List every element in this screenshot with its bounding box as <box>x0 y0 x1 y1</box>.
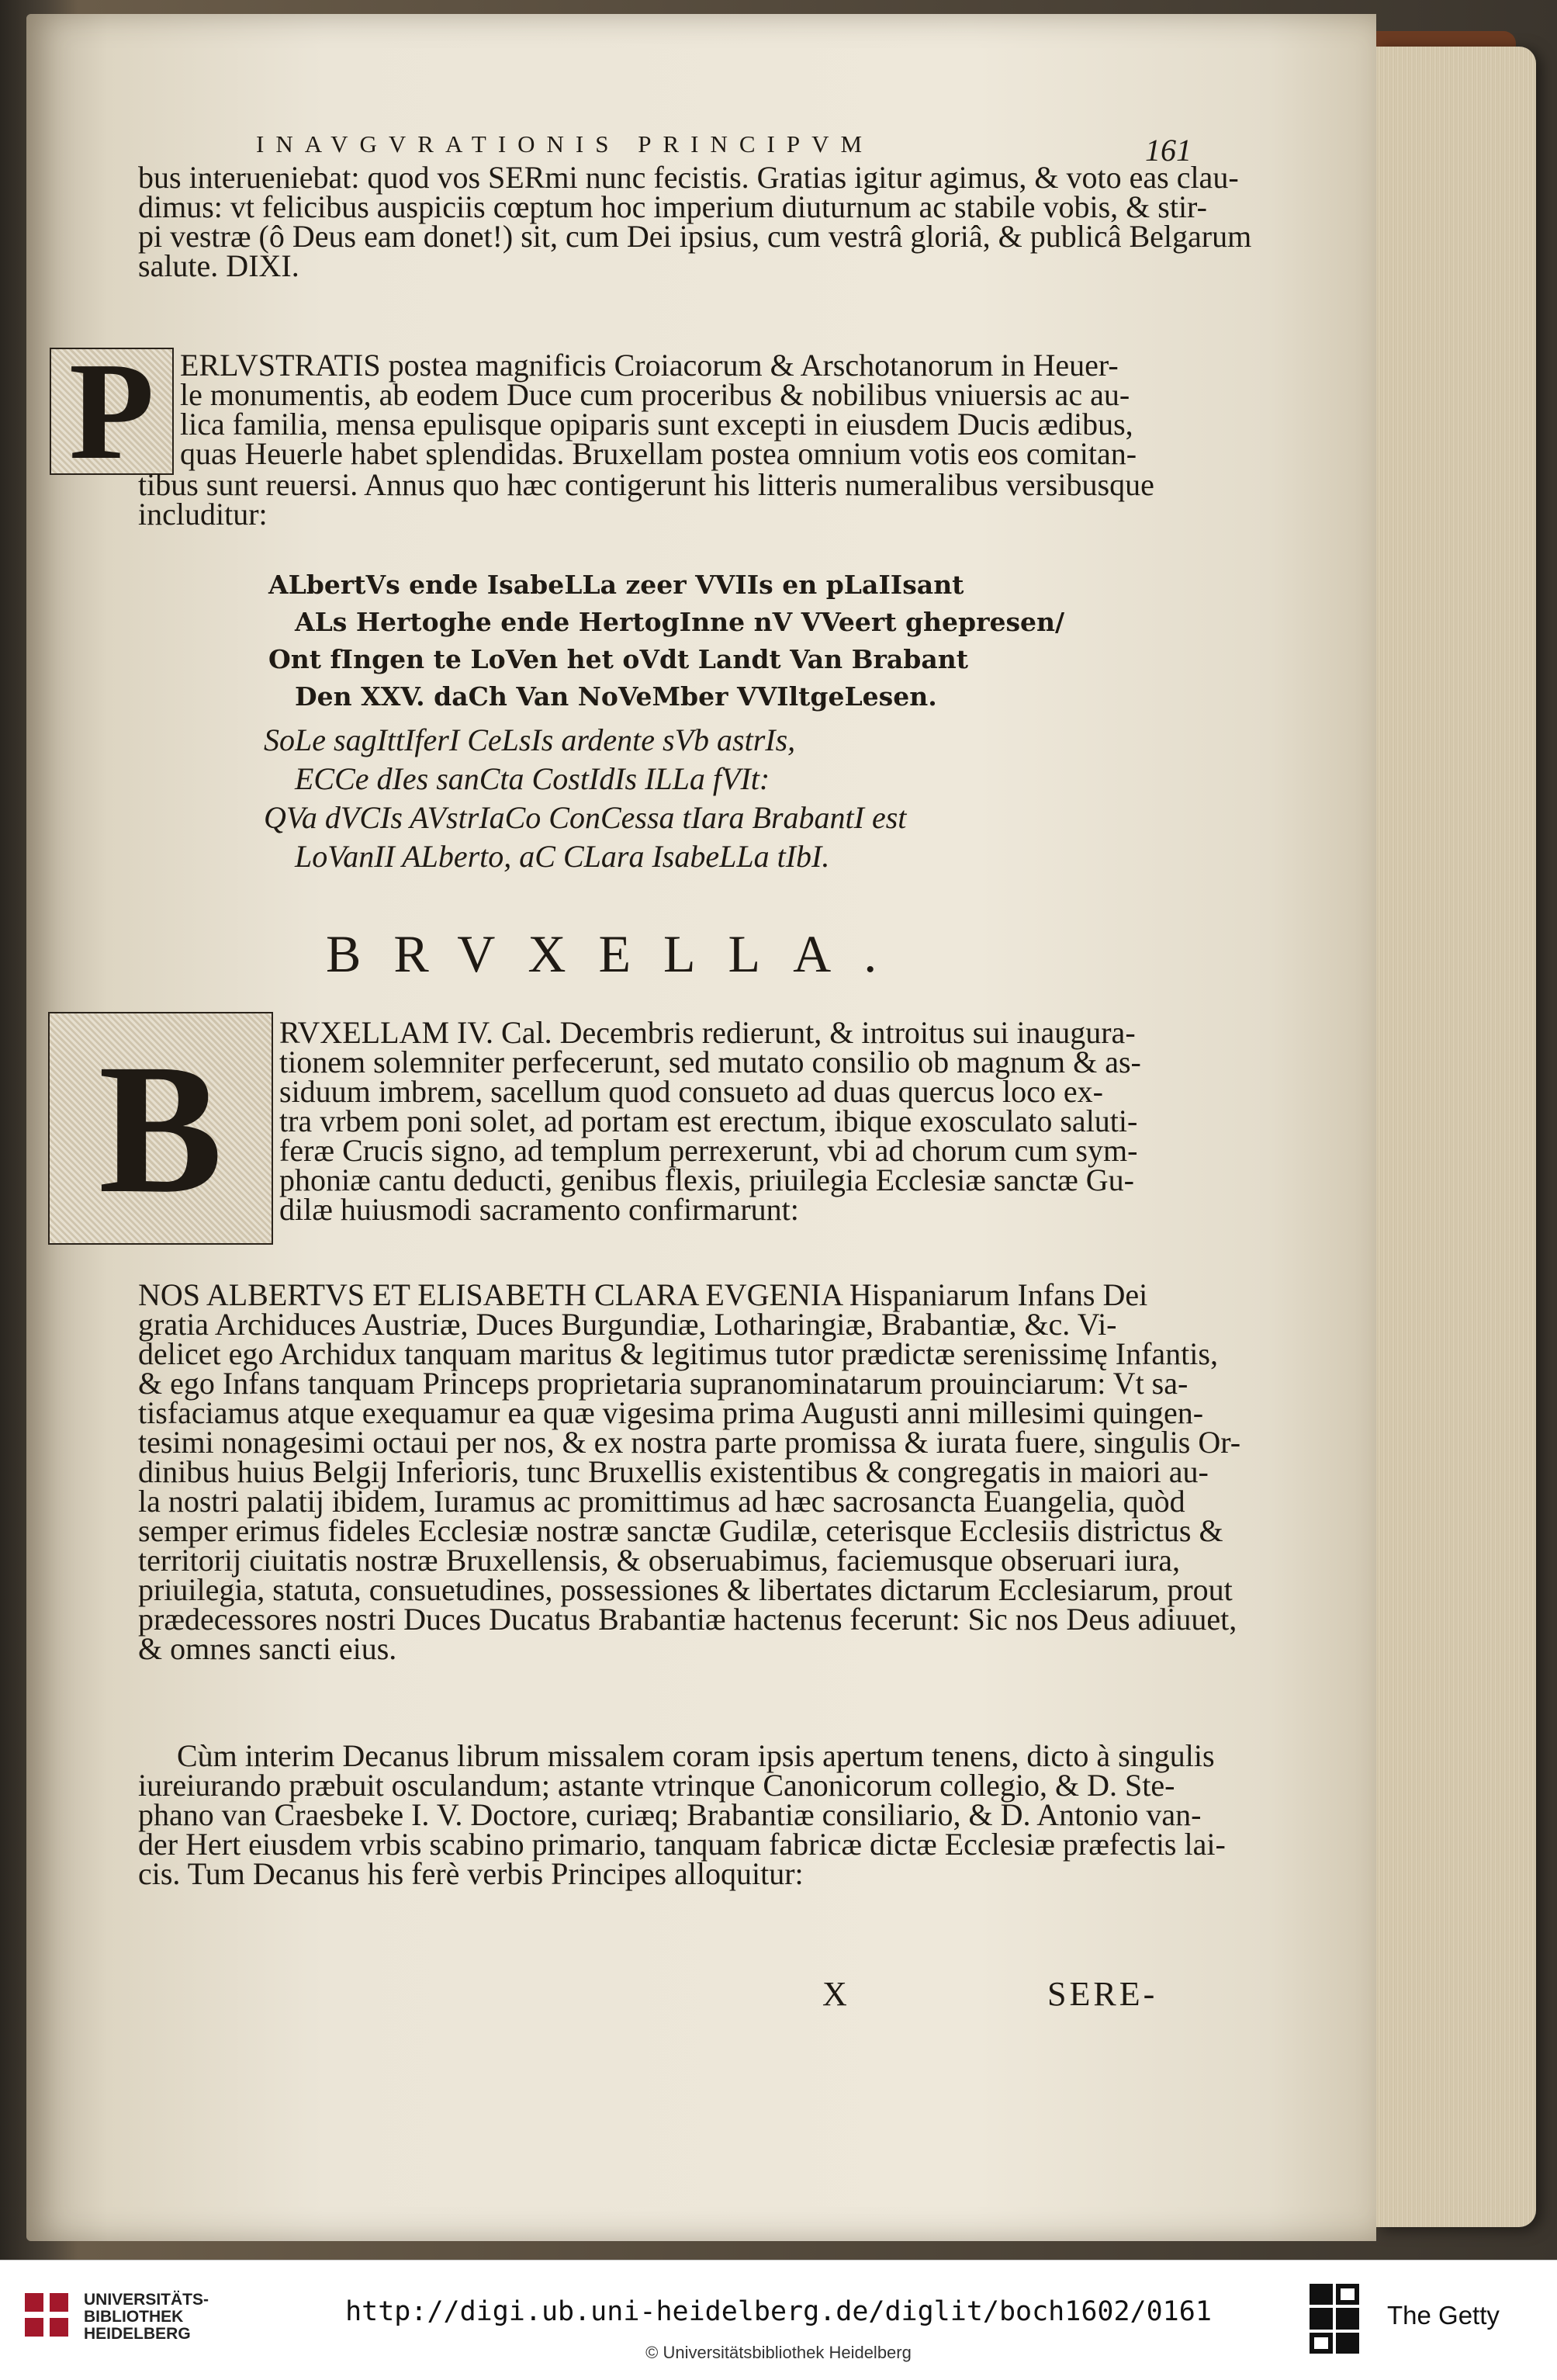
decorated-initial-p <box>50 334 174 488</box>
copyright-notice: © Universitätsbibliothek Heidelberg <box>645 2343 912 2362</box>
page-fore-edge <box>1376 47 1536 2227</box>
viewer-footer <box>0 2260 1557 2380</box>
text-line: territorij ciuitatis nostræ Bruxellensis, & obseruabimus, faciemusque obseruari iura, <box>138 1543 1181 1578</box>
text-line: ERLVSTRATIS postea magnificis Croiacorum & Arschotanorum in Heuer- <box>180 348 1119 383</box>
chronogram-verse-line: ALs Hertoghe ende HertogInne nV VVeert ghepresen/ <box>295 607 1065 637</box>
latin-verse-line: SoLe sagIttIferI CeLsIs ardente sVb astrIs, <box>264 722 796 757</box>
text-line: prædecessores nostri Duces Ducatus Brabantiæ hactenus fecerunt: Sic nos Deus adiuuet, <box>138 1602 1237 1637</box>
latin-verse-line: ECCe dIes sanCta CostIdIs ILLa fVIt: <box>295 761 770 796</box>
signature-mark: X <box>822 1975 847 2013</box>
bruxella-paragraph <box>279 1015 1185 1227</box>
chronogram-verse-line: Den XXV. daCh Van NoVeMber VVIltgeLesen. <box>295 681 937 712</box>
text-line: la nostri palatij ibidem, Iuramus ac promittimus ad hæc sacrosancta Euangelia, quòd <box>138 1484 1185 1519</box>
text-line: delicet ego Archidux tanquam maritus & legitimus tutor prædictæ serenissimę Infantis, <box>138 1336 1218 1371</box>
initial-letter: B <box>98 1025 223 1232</box>
text-line: dimus: vt felicibus auspiciis cœptum hoc imperium diuturnum ac stabile vobis, & stir- <box>138 189 1207 224</box>
catchword: SERE- <box>1047 1975 1158 2013</box>
text-line: phano van Craesbeke I. V. Doctore, curiæq; Brabantiæ consiliario, & D. Antonio van- <box>138 1797 1202 1832</box>
text-line: & omnes sancti eius. <box>138 1631 397 1666</box>
institution-name-line: HEIDELBERG <box>84 2325 191 2343</box>
oath-paragraph <box>138 1277 1241 1666</box>
perlustratis-paragraph-tail <box>138 467 1185 532</box>
text-line: le monumentis, ab eodem Duce cum proceribus & nobilibus vniuersis ac au- <box>180 377 1130 412</box>
text-line: dilæ huiusmodi sacramento confirmarunt: <box>279 1192 799 1227</box>
text-line: RVXELLAM IV. Cal. Decembris redierunt, & introitus sui inaugura- <box>279 1015 1136 1050</box>
chronogram-verse-line: Ont fIngen te LoVen het oVdt Landt Van Brabant <box>268 644 968 674</box>
text-line: tra vrbem poni solet, ad portam est erectum, ibique exosculato saluti- <box>279 1103 1138 1138</box>
ceremony-paragraph <box>138 1738 1226 1891</box>
text-line: Cùm interim Decanus librum missalem coram ipsis apertum tenens, dicto à singulis <box>177 1738 1215 1773</box>
text-line: cis. Tum Decanus his ferè verbis Principes alloquitur: <box>138 1856 804 1891</box>
text-line: tesimi nonagesimi octaui per nos, & ex nostra parte promissa & iurata fuere, singulis Or- <box>138 1425 1241 1460</box>
text-line: tisfaciamus atque exequamur ea quæ vigesima prima Augusti anni millesimi quingen- <box>138 1395 1204 1430</box>
page-number: 161 <box>1145 133 1192 168</box>
text-line: dinibus huius Belgij Inferioris, tunc Bruxellis existentibus & congregatis in maiori au- <box>138 1454 1209 1489</box>
text-line: pi vestræ (ô Deus eam donet!) sit, cum Dei ipsius, cum vestrâ gloriâ, & publicâ Belgarum <box>138 219 1252 254</box>
perlustratis-paragraph <box>180 348 1185 471</box>
text-line: feræ Crucis signo, ad templum perrexerunt, vbi ad chorum cum sym- <box>279 1133 1138 1168</box>
top-paragraph <box>138 160 1252 283</box>
text-line: includitur: <box>138 497 268 532</box>
text-line: bus interueniebat: quod vos SERmi nunc fecistis. Gratias igitur agimus, & voto eas clau- <box>138 160 1239 195</box>
text-line: iureiurando præbuit osculandum; astante vtrinque Canonicorum collegio, & D. Ste- <box>138 1768 1175 1803</box>
partner-name[interactable]: The Getty <box>1387 2301 1500 2330</box>
text-line: tibus sunt reuersi. Annus quo hæc contigerunt his litteris numeralibus versibusque <box>138 467 1154 502</box>
institution-name-line: BIBLIOTHEK <box>84 2308 184 2326</box>
text-line: phoniæ cantu deducti, genibus flexis, priuilegia Ecclesiæ sanctæ Gu- <box>279 1162 1134 1197</box>
text-line: quas Heuerle habet splendidas. Bruxellam postea omnium votis eos comitan- <box>180 436 1137 471</box>
text-line: NOS ALBERTVS ET ELISABETH CLARA EVGENIA Hispaniarum Infans Dei <box>138 1277 1148 1312</box>
text-line: lica familia, mensa epulisque opiparis sunt excepti in eiusdem Ducis ædibus, <box>180 407 1133 442</box>
text-line: der Hert eiusdem vrbis scabino primario, tanquam fabricæ dictæ Ecclesiæ præfectis lai- <box>138 1827 1226 1862</box>
running-head: INAVGVRATIONIS PRINCIPVM <box>256 130 874 158</box>
initial-letter: P <box>69 334 154 488</box>
decorated-initial-b <box>48 1012 273 1245</box>
text-line: salute. DIXI. <box>138 248 299 283</box>
text-line: priuilegia, statuta, consuetudines, possessiones & libertates dictarum Ecclesiarum, prout <box>138 1572 1233 1607</box>
latin-verse-line: QVa dVCIs AVstrIaCo ConCessa tIara BrabantI est <box>264 800 907 835</box>
text-line: & ego Infans tanquam Princeps proprietaria supranominatarum prouinciarum: Vt sa- <box>138 1366 1189 1401</box>
text-line: siduum imbrem, sacellum quod consueto ad duas quercus loco ex- <box>279 1074 1103 1109</box>
text-line: semper erimus fideles Ecclesiæ nostræ sanctæ Gudilæ, ceterisque Ecclesiis districtus & <box>138 1513 1223 1548</box>
section-title: BRVXELLA. <box>326 924 910 983</box>
getty-logo-icon[interactable] <box>1310 2284 1359 2354</box>
permalink-url[interactable]: http://digi.ub.uni-heidelberg.de/diglit/boch1602/0161 <box>345 2296 1212 2327</box>
chronogram-verse-line: ALbertVs ende IsabeLLa zeer VVIIs en pLaIIsant <box>268 570 964 600</box>
text-line: tionem solemniter perfecerunt, sed mutato consilio ob magnum & as- <box>279 1044 1141 1079</box>
latin-verse-line: LoVanII ALberto, aC CLara IsabeLLa tIbI. <box>295 839 830 874</box>
text-line: gratia Archiduces Austriæ, Duces Burgundiæ, Lotharingiæ, Brabantiæ, &c. Vi- <box>138 1307 1117 1342</box>
institution-name-line: UNIVERSITÄTS- <box>84 2291 209 2309</box>
